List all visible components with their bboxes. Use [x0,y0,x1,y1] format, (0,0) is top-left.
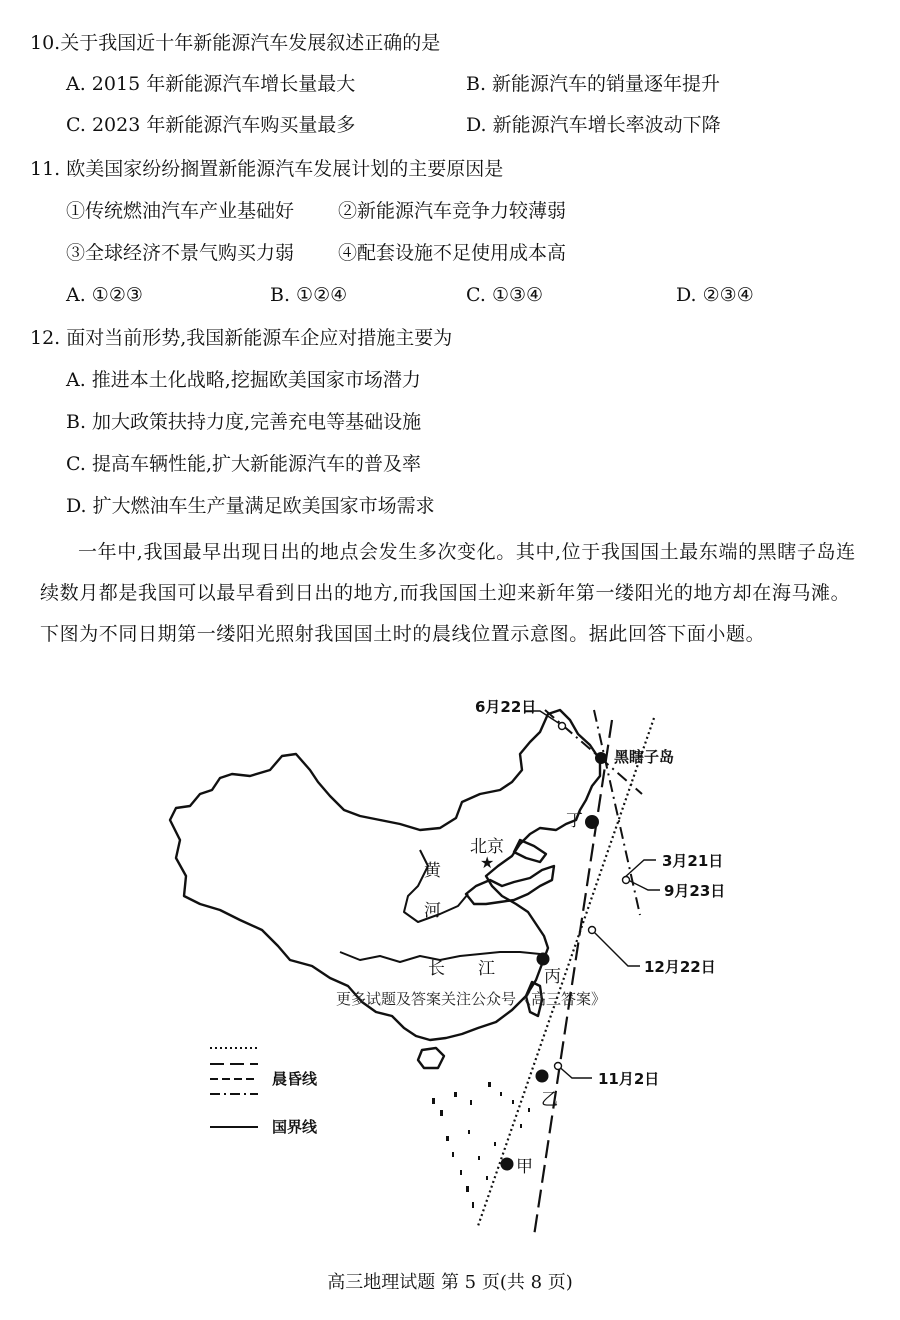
legend-terminator-label: 晨昏线 [272,1070,318,1088]
q11-stem: 11. 欧美国家纷纷搁置新能源汽车发展计划的主要原因是 [30,158,504,180]
point-ding [585,815,599,829]
label-ding: 丁 [566,811,583,831]
passage-text: 一年中,我国最早出现日出的地点会发生多次变化。其中,位于我国国土最东端的黑瞎子岛连续数月都是我国可以最早看到日出的地方,而我国国土迎来新年第一缕阳光的地方却在海马滩。下图为不同日期第一缕阳光照射我国国土时的晨线位置示意图。据此回答下面小题。 [40,541,856,645]
label-jiang: 江 [478,959,495,979]
label-jun22: 6月22日 [475,698,537,716]
label-beijing: 北京 [470,837,504,857]
page-footer: 高三地理试题 第 5 页(共 8 页) [327,1272,573,1293]
point-heixiazi [595,752,607,764]
label-mar21: 3月21日 [662,852,724,870]
q12-stem: 12. 面对当前形势,我国新能源车企应对措施主要为 [30,327,453,349]
beijing-star-icon: ★ [480,853,495,872]
q11-statement-1: ①传统燃油汽车产业基础好 [66,200,295,222]
q10-option-c: C. 2023 年新能源汽车购买量最多 [66,114,356,136]
label-chang: 长 [428,959,445,979]
terminator-equinox-line [594,710,640,915]
point-jia [501,1158,514,1171]
q10-option-a: A. 2015 年新能源汽车增长量最大 [66,73,356,95]
q11-option-a: A. ①②③ [66,284,143,306]
china-outline [170,710,600,1068]
watermark-text: 更多试题及答案关注公众号《高三答案》 [336,990,607,1008]
label-dec22: 12月22日 [644,958,716,976]
terminator-map [0,690,900,1250]
label-yi: 乙 [541,1090,558,1110]
q12-option-a: A. 推进本土化战略,挖掘欧美国家市场潜力 [66,369,421,391]
q11-option-c: C. ①③④ [466,284,544,306]
q10-option-d: D. 新能源汽车增长率波动下降 [466,114,721,136]
label-he: 河 [424,901,441,921]
q11-statement-2: ②新能源汽车竞争力较薄弱 [338,200,567,222]
point-yi [536,1070,549,1083]
terminator-dec22-line [478,718,654,1226]
label-huang: 黄 [424,861,441,881]
map-legend [210,1048,318,1136]
label-nov2: 11月2日 [598,1070,660,1088]
q12-option-d: D. 扩大燃油车生产量满足欧美国家市场需求 [66,495,435,517]
q11-option-d: D. ②③④ [676,284,754,306]
q10-stem: 10.关于我国近十年新能源汽车发展叙述正确的是 [30,32,441,54]
q11-statement-4: ④配套设施不足使用成本高 [338,242,567,264]
q10-option-b: B. 新能源汽车的销量逐年提升 [466,73,721,95]
q11-option-b: B. ①②④ [270,284,348,306]
q12-option-b: B. 加大政策扶持力度,完善充电等基础设施 [66,411,422,433]
legend-border-label: 国界线 [272,1118,318,1136]
label-jia: 甲 [516,1157,533,1177]
south-sea-islands [432,1082,530,1208]
label-sep23: 9月23日 [664,882,726,900]
label-bing: 丙 [544,967,561,987]
q12-option-c: C. 提高车辆性能,扩大新能源汽车的普及率 [66,453,421,475]
label-heixiazi: 黑瞎子岛 [614,748,675,766]
q11-statement-3: ③全球经济不景气购买力弱 [66,242,295,264]
point-bing [537,953,550,966]
